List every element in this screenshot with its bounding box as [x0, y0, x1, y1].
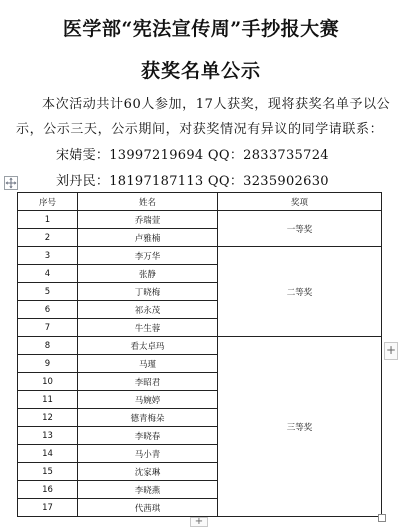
cell-name: 李昭君	[78, 373, 218, 391]
contact-line-2: 刘丹民：18197187113 QQ：3235902630	[56, 174, 329, 189]
cell-name: 张静	[78, 265, 218, 283]
table-move-handle-icon[interactable]	[4, 176, 18, 190]
table-row	[18, 337, 382, 355]
cell-name: 马瑾	[78, 355, 218, 373]
cell-name: 马小青	[78, 445, 218, 463]
table-resize-handle[interactable]	[378, 514, 386, 522]
cell-number: 11	[18, 391, 78, 409]
add-column-button[interactable]: +	[384, 342, 398, 360]
cell-number: 4	[18, 265, 78, 283]
header-award: 奖项	[218, 193, 382, 211]
cell-number: 7	[18, 319, 78, 337]
cell-number: 10	[18, 373, 78, 391]
cell-award: 二等奖	[218, 247, 382, 337]
cell-number: 8	[18, 337, 78, 355]
cell-name: 乔瑞萱	[78, 211, 218, 229]
cell-name: 卢雅楠	[78, 229, 218, 247]
cell-number: 5	[18, 283, 78, 301]
document-title: 医学部“宪法宣传周”手抄报大赛	[62, 18, 340, 40]
cell-number: 3	[18, 247, 78, 265]
cell-name: 代茜琪	[78, 499, 218, 517]
table-row	[18, 247, 382, 265]
cell-name: 李晓春	[78, 427, 218, 445]
cell-number: 17	[18, 499, 78, 517]
cell-number: 12	[18, 409, 78, 427]
cell-award: 三等奖	[218, 337, 382, 517]
cell-number: 14	[18, 445, 78, 463]
cell-name: 马婉婷	[78, 391, 218, 409]
cell-number: 9	[18, 355, 78, 373]
cell-name: 牛生蓉	[78, 319, 218, 337]
cell-number: 1	[18, 211, 78, 229]
table-header-row	[18, 193, 382, 211]
table-row	[18, 211, 382, 229]
cell-name: 沈家琳	[78, 463, 218, 481]
cell-name: 丁晓梅	[78, 283, 218, 301]
cell-number: 16	[18, 481, 78, 499]
cell-number: 2	[18, 229, 78, 247]
cell-number: 6	[18, 301, 78, 319]
cell-name: 祁永茂	[78, 301, 218, 319]
cell-award: 一等奖	[218, 211, 382, 247]
cell-number: 15	[18, 463, 78, 481]
add-row-button[interactable]: +	[190, 517, 208, 527]
header-number: 序号	[18, 193, 78, 211]
header-name: 姓名	[78, 193, 218, 211]
document-subtitle: 获奖名单公示	[140, 60, 261, 82]
cell-number: 13	[18, 427, 78, 445]
cell-name: 李晓燕	[78, 481, 218, 499]
cell-name: 李万华	[78, 247, 218, 265]
cell-name: 看太卓玛	[78, 337, 218, 355]
award-table	[17, 192, 382, 517]
announcement-paragraph: 本次活动共计60人参加，17人获奖，现将获奖名单予以公示，公示三天，公示期间，对获奖情况有异议的同学请联系：	[16, 97, 391, 137]
table-body	[18, 211, 382, 517]
cell-name: 德青梅朵	[78, 409, 218, 427]
contact-line-1: 宋婧雯：13997219694 QQ：2833735724	[56, 148, 329, 163]
